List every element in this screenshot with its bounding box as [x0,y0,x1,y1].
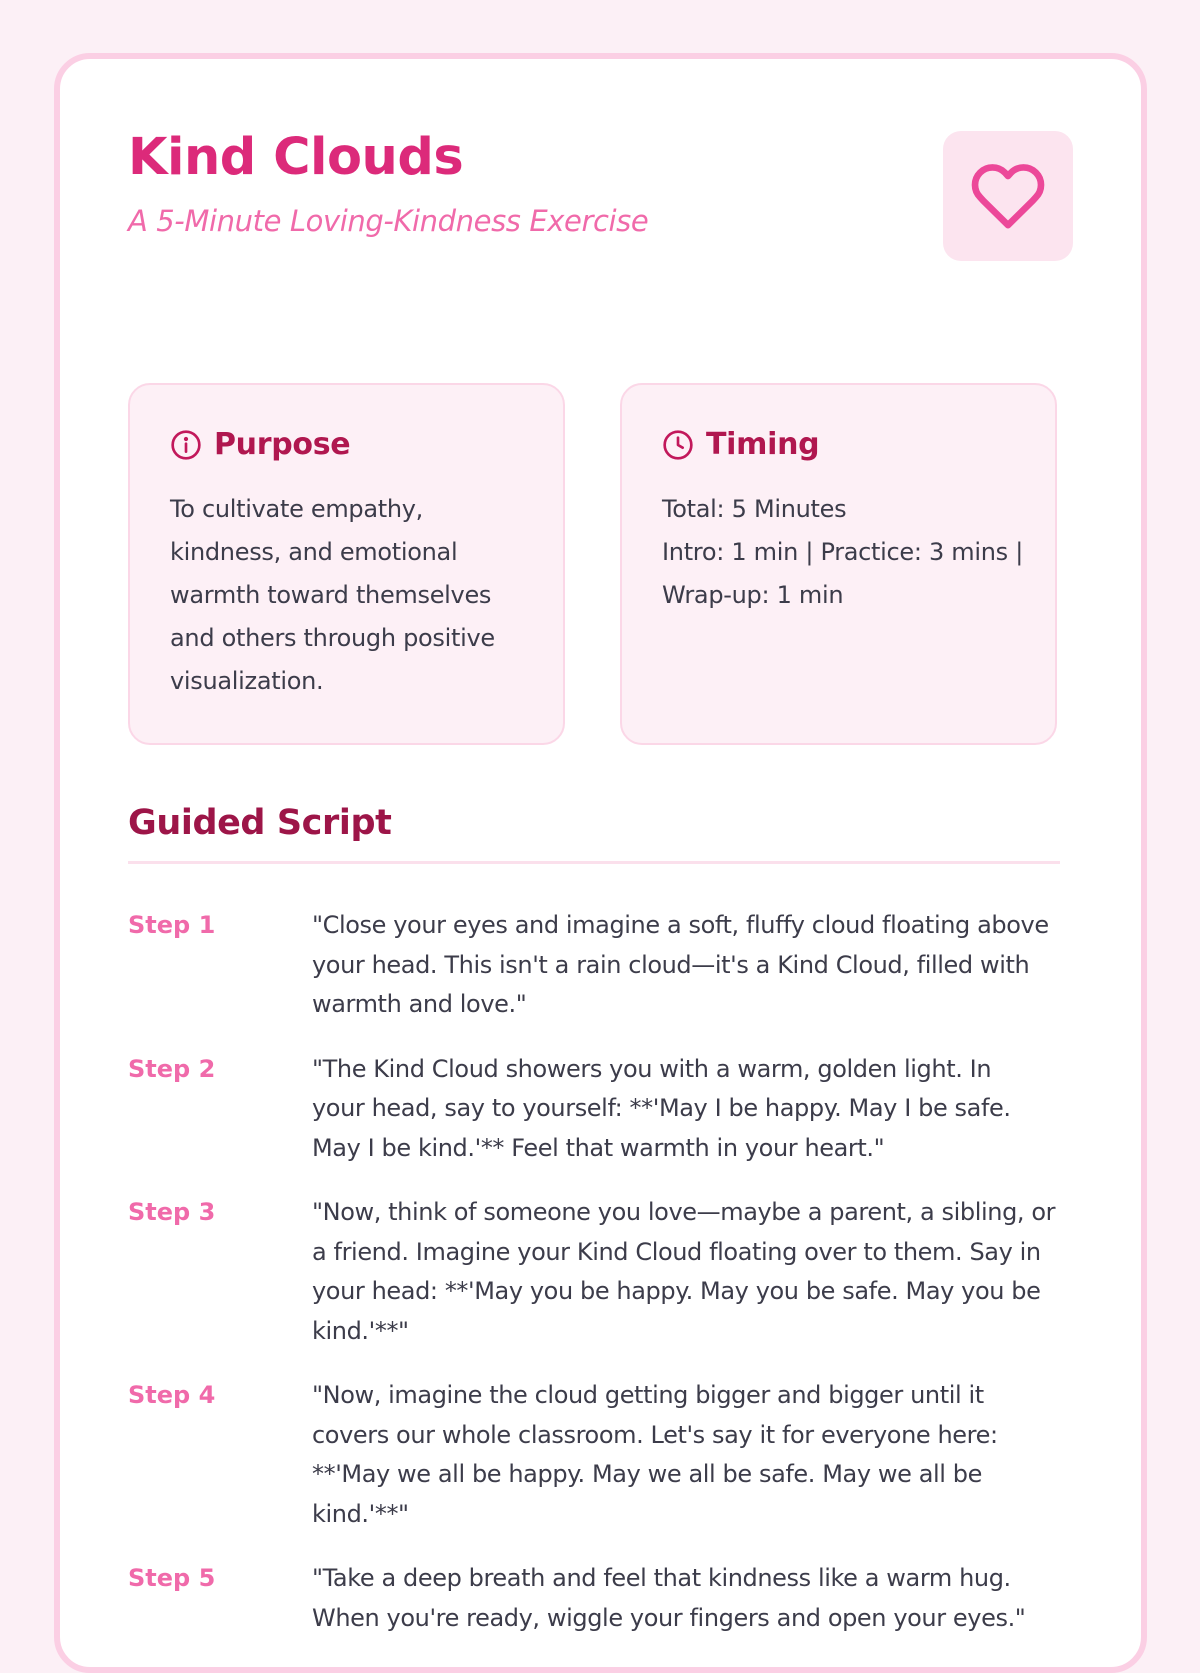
step-line: kind.'**" [312,1316,409,1345]
clock-icon [662,429,694,461]
step-item [128,906,1073,1025]
lesson-card [54,53,1147,1673]
step-line: covers our whole classroom. Let's say it for everyone here: [312,1420,998,1449]
step-label: Step 3 [128,1198,216,1226]
step-item [128,1193,1073,1351]
step-item [128,1050,1073,1169]
step-label: Step 4 [128,1381,216,1409]
step-line: May I be kind.'** Feel that warmth in your heart." [312,1133,885,1162]
timing-heading: Timing [706,427,820,462]
step-text [312,1193,1055,1351]
heart-icon [970,158,1046,234]
step-item [128,1559,1073,1638]
page-subtitle: A 5-Minute Loving-Kindness Exercise [128,203,649,238]
card-header [128,128,1073,331]
steps-list [128,906,1073,1638]
step-line: "The Kind Cloud showers you with a warm, golden light. In [312,1054,992,1083]
purpose-line: and others through positive [170,624,495,652]
step-line: warmth and love." [312,990,527,1018]
timing-text [662,488,1023,617]
purpose-heading: Purpose [214,427,351,462]
step-line: "Now, imagine the cloud getting bigger and bigger until it [312,1381,984,1409]
page-title: Kind Clouds [128,128,464,187]
timing-box [620,383,1057,745]
step-line: "Close your eyes and imagine a soft, fluffy cloud floating above [312,911,1049,939]
step-text [312,906,1049,1025]
step-line: "Now, think of someone you love—maybe a parent, a sibling, or [312,1198,1056,1226]
favorite-button[interactable] [943,131,1073,261]
timing-line: Total: 5 Minutes [662,495,847,523]
section-divider [128,861,1060,864]
step-text [312,1376,998,1534]
step-line: your head. This isn't a rain cloud—it's a Kind Cloud, filled with [312,950,1030,979]
step-line: your head: **'May you be happy. May you be safe. May you be [312,1277,1041,1305]
step-label: Step 1 [128,911,216,939]
guided-script-title: Guided Script [128,803,392,843]
step-line: a friend. Imagine your Kind Cloud floating over to them. Say in [312,1237,1041,1266]
purpose-text [170,488,523,703]
step-line: kind.'**" [312,1499,409,1528]
step-text [312,1559,1025,1638]
step-label: Step 2 [128,1054,216,1083]
step-line: **'May we all be happy. May we all be safe. May we all be [312,1460,982,1488]
step-line: When you're ready, wiggle your fingers and open your eyes." [312,1603,1026,1632]
purpose-box [128,383,565,745]
purpose-header [170,427,523,462]
purpose-line: kindness, and emotional [170,538,458,566]
info-icon [170,429,202,461]
timing-header [662,427,1015,462]
step-item [128,1376,1073,1534]
purpose-line: visualization. [170,667,324,695]
step-label: Step 5 [128,1564,216,1592]
purpose-line: To cultivate empathy, [170,495,424,523]
step-text [312,1050,1011,1169]
timing-line: Wrap-up: 1 min [662,581,844,609]
step-line: your head, say to yourself: **'May I be happy. May I be safe. [312,1094,1011,1122]
step-line: "Take a deep breath and feel that kindness like a warm hug. [312,1564,1011,1592]
purpose-line: warmth toward themselves [170,581,492,609]
info-row [128,383,1073,745]
timing-line: Intro: 1 min | Practice: 3 mins | [662,538,1023,566]
